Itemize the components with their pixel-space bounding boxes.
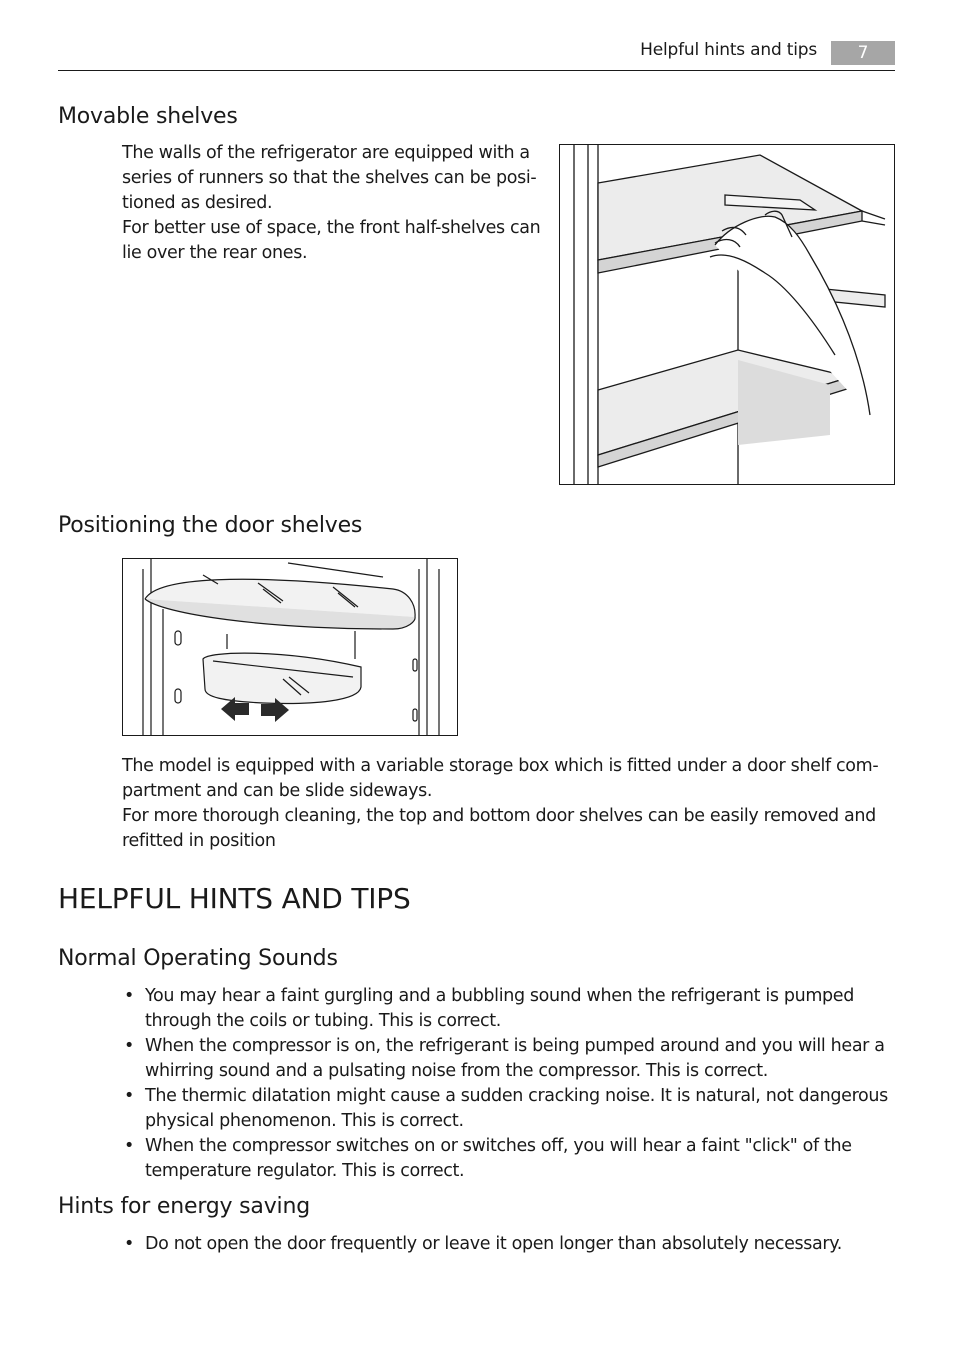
list-item-line: temperature regulator. This is correct.: [145, 1161, 465, 1181]
list-item-line: When the compressor switches on or switches off, you will hear a faint "click" of the: [145, 1136, 852, 1156]
list-item-line: whirring sound and a pulsating noise from the compressor. This is correct.: [145, 1061, 769, 1081]
text-line: refitted in position: [122, 831, 276, 851]
list-item-line: You may hear a faint gurgling and a bubbling sound when the refrigerant is pumped: [145, 986, 854, 1006]
text-line: tioned as desired.: [122, 193, 273, 213]
door-shelf-drawing: [123, 559, 457, 735]
movable-shelves-heading: Movable shelves: [58, 104, 238, 129]
movable-shelves-illustration: [559, 144, 895, 485]
list-item-line: The thermic dilatation might cause a sudden cracking noise. It is natural, not dangerous: [145, 1086, 888, 1106]
list-item: [122, 984, 892, 1034]
text-line: partment and can be slide sideways.: [122, 781, 433, 801]
text-line: For better use of space, the front half-shelves can: [122, 218, 541, 238]
door-shelves-illustration: [122, 558, 458, 736]
movable-shelves-text: [122, 141, 540, 266]
list-item-line: When the compressor is on, the refrigerant is being pumped around and you will hear a: [145, 1036, 885, 1056]
list-item-line: physical phenomenon. This is correct.: [145, 1111, 464, 1131]
text-line: lie over the rear ones.: [122, 243, 308, 263]
energy-saving-list: [122, 1232, 892, 1257]
list-item: [122, 1232, 892, 1257]
text-line: The walls of the refrigerator are equipped with a: [122, 143, 530, 163]
shelf-hand-drawing: [560, 145, 894, 484]
door-shelves-text: [122, 754, 878, 854]
door-shelves-heading: Positioning the door shelves: [58, 513, 363, 538]
list-item: [122, 1134, 892, 1184]
list-item-line: through the coils or tubing. This is correct.: [145, 1011, 502, 1031]
normal-sounds-heading: Normal Operating Sounds: [58, 946, 338, 971]
running-header-title: Helpful hints and tips: [640, 40, 817, 60]
text-line: The model is equipped with a variable storage box which is fitted under a door shelf com-: [122, 756, 879, 776]
page-number-badge: 7: [831, 41, 895, 65]
section-title: HELPFUL HINTS AND TIPS: [58, 882, 411, 915]
list-item-line: Do not open the door frequently or leave it open longer than absolutely necessary.: [145, 1234, 842, 1254]
header-rule: [58, 70, 895, 71]
normal-sounds-list: [122, 984, 892, 1184]
text-line: For more thorough cleaning, the top and bottom door shelves can be easily removed and: [122, 806, 876, 826]
list-item: [122, 1084, 892, 1134]
list-item: [122, 1034, 892, 1084]
text-line: series of runners so that the shelves can be posi-: [122, 168, 537, 188]
energy-saving-heading: Hints for energy saving: [58, 1194, 310, 1219]
